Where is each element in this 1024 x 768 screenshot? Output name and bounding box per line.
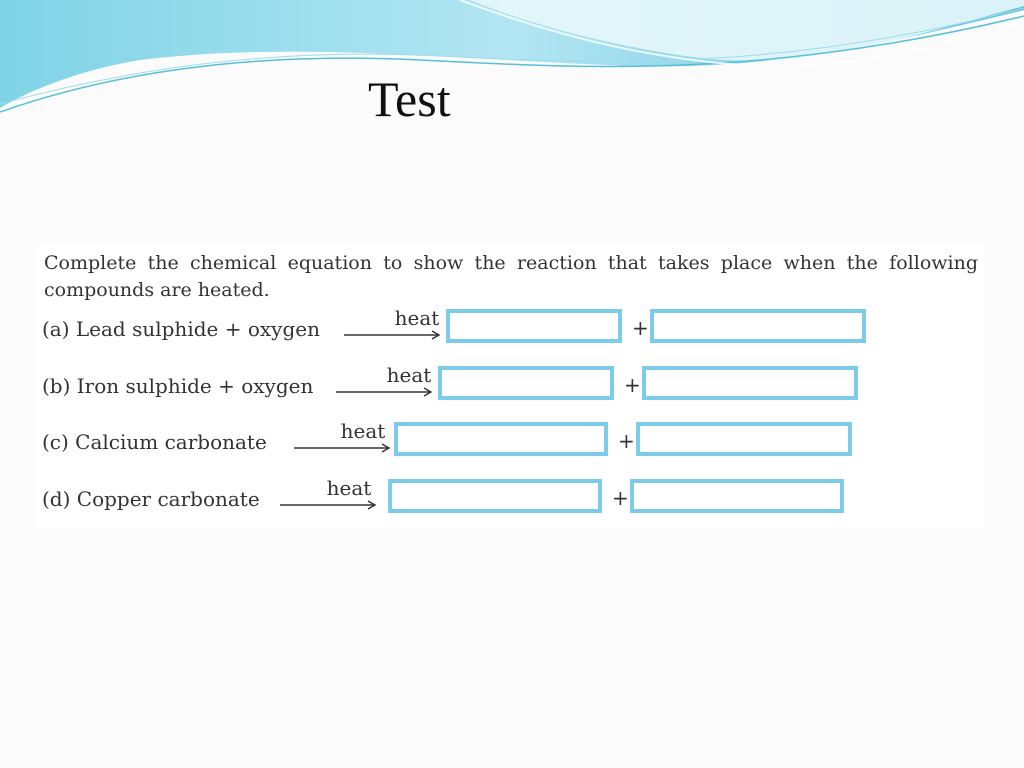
heat-condition-label: heat <box>386 363 432 387</box>
answer-box-product-2[interactable] <box>636 422 852 456</box>
answer-box-product-1[interactable] <box>388 479 602 513</box>
answer-box-product-1[interactable] <box>394 422 608 456</box>
equation-row-d <box>42 478 982 518</box>
reactants-label: (d) Copper carbonate <box>42 487 260 511</box>
reaction-arrow-icon <box>344 330 442 340</box>
question-panel <box>36 244 984 528</box>
equation-row-c <box>42 421 982 461</box>
reaction-arrow-icon <box>336 387 434 397</box>
equation-row-a <box>42 308 982 348</box>
answer-box-product-2[interactable] <box>642 366 858 400</box>
answer-box-product-2[interactable] <box>650 309 866 343</box>
reactants-label: (b) Iron sulphide + oxygen <box>42 374 314 398</box>
equation-row-b <box>42 365 982 405</box>
reactants-label: (a) Lead sulphide + oxygen <box>42 317 320 341</box>
heat-condition-label: heat <box>340 419 386 443</box>
reaction-arrow-icon <box>280 500 378 510</box>
plus-sign: + <box>612 486 629 510</box>
heat-condition-label: heat <box>326 476 372 500</box>
plus-sign: + <box>632 316 649 340</box>
plus-sign: + <box>624 373 641 397</box>
answer-box-product-1[interactable] <box>446 309 622 343</box>
heat-condition-label: heat <box>394 306 440 330</box>
slide-title: Test <box>368 71 451 127</box>
reactants-label: (c) Calcium carbonate <box>42 430 267 454</box>
answer-box-product-2[interactable] <box>630 479 844 513</box>
answer-box-product-1[interactable] <box>438 366 614 400</box>
question-instructions: Complete the chemical equation to show the reaction that takes place when the following compounds are heated. <box>44 252 978 301</box>
header-wave-decoration <box>0 0 1024 125</box>
plus-sign: + <box>618 429 635 453</box>
reaction-arrow-icon <box>294 443 392 453</box>
